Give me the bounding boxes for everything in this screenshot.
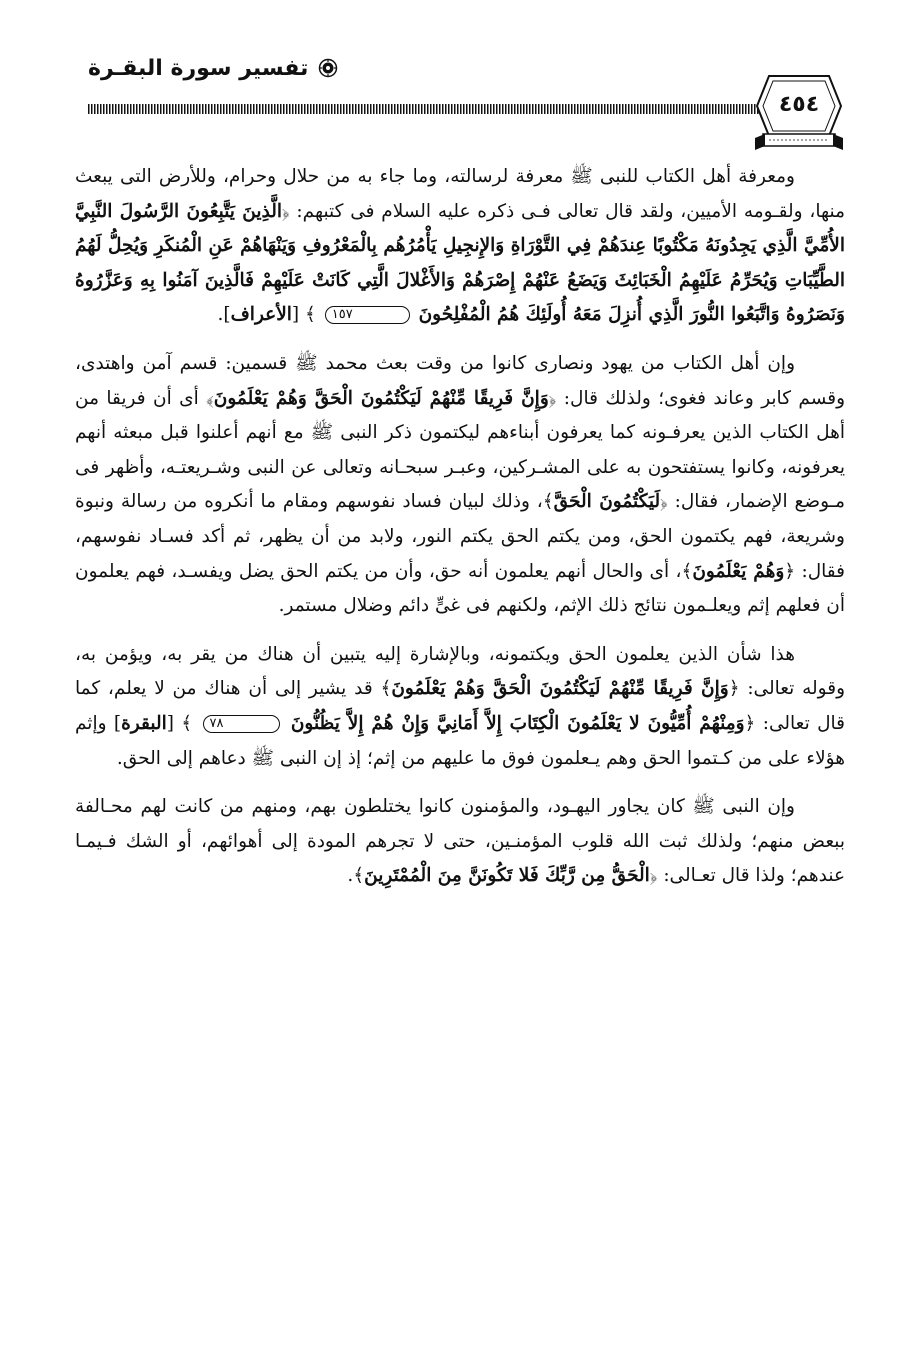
paragraph-4 — [75, 790, 845, 894]
text-run: وإن النبى ﷺ كان يجاور اليهـود، والمؤمنون كانوا يختلطون بهم، ومنهم من كانت لهم محـالفة ببعض منهم؛ ولذلك ثبت الله قلوب المؤمنـين، حتى لا تجرهم المودة إلى أهوائهم، أو الشك فـيمـا عندهم؛ ولذا قال تعـالى: ﴿ — [75, 796, 845, 887]
quran-verse: وَإِنَّ فَرِيقًا مِّنْهُمْ لَيَكْتُمُونَ الْحَقَّ وَهُمْ يَعْلَمُونَ — [213, 387, 549, 409]
text-run: وإن أهل الكتاب من يهود ونصارى كانوا من وقت بعث محمد ﷺ قسمين: قسم آمن واهتدى، وقسم كابر وعاند فغوى؛ ولذلك قال: ﴿ — [75, 352, 845, 409]
text-run: ]. — [217, 304, 231, 326]
quran-verse: وَمِنْهُمْ أُمِّيُّونَ لا يَعْلَمُونَ الْكِتَابَ إِلاَّ أَمَانِيَّ وَإِنْ هُمْ إِلاَّ يَظُنُّونَ — [290, 712, 745, 734]
quran-verse: وَهُمْ يَعْلَمُونَ — [692, 560, 785, 582]
quran-verse: الْحَقُّ مِن رَّبِّكَ فَلا تَكُونَنَّ مِنَ الْمُمْتَرِينَ — [364, 865, 650, 887]
quran-verse: لَيَكْتُمُونَ الْحَقَّ — [553, 491, 661, 513]
text-run: هذا شأن الذين يعلمون الحق ويكتمونه، وبالإشارة إليه يتبين أن هناك من يقر به، ويؤمن به، وقوله تعالى: ﴿ — [75, 643, 846, 700]
text-run: ومعرفة أهل الكتاب للنبى ﷺ معرفة لرسالته، وما جاء به من حلال وحرام، وللأرض التى يبعث منها، ولقـومه الأميين، ولقد قال تعالى فـى ذكره عليه السلام فى كتبهم: ﴿ — [75, 166, 845, 222]
text-run: ﴾. — [347, 865, 365, 887]
running-title — [88, 50, 338, 86]
page-number: ٤٥٤ — [778, 92, 820, 117]
commentary-body — [75, 160, 845, 894]
verse-number: ١٥٧ — [325, 306, 410, 324]
text-run: ﴾ قد يشير إلى أن هناك من لا يعلم، كما قال تعالى: ﴿ — [75, 678, 845, 734]
page-header — [88, 50, 843, 140]
surah-reference: البقرة — [121, 712, 167, 734]
quran-verse: الَّذِينَ يَتَّبِعُونَ الرَّسُولَ النَّبِيَّ الأُمِّيَّ الَّذِي يَجِدُونَهُ مَكْتُوبًا عِندَهُمْ فِي التَّوْرَاةِ وَالإِنجِيلِ يَأْمُرُهُم بِالْمَعْرُوفِ وَيَنْهَاهُمْ عَنِ الْمُنكَرِ وَيُحِلُّ لَهُمُ الطَّيِّبَاتِ وَيُحَرِّمُ عَلَيْهِمُ الْخَبَائِثَ وَيَضَعُ عَنْهُمْ إِصْرَهُمْ وَالأَغْلالَ الَّتِي كَانَتْ عَلَيْهِمْ فَالَّذِينَ آمَنُوا بِهِ وَعَزَّرُوهُ وَنَصَرُوهُ وَاتَّبَعُوا النُّورَ الَّذِي أُنزِلَ مَعَهُ أُولَئِكَ هُمُ الْمُفْلِحُونَ — [75, 200, 845, 326]
text-run: ﴾ أى أن فريقا من أهل الكتاب الذين يعرفـونه كما يعرفون أبناءهم ليكتمون ذكر النبى ﷺ مع أنهم أعلنوا قبل مبعثه أنهم يعرفونه، وكانوا يستفتحون به على المشـركين، وعبـر سبحـانه وتعالى عن النبى وشـريعتـه، وأظهر فى مـوضع الإضمار، فقال: ﴿ — [75, 387, 845, 513]
flower-ornament-icon — [318, 58, 338, 78]
surah-title: تفسير سورة البقـرة — [88, 55, 309, 81]
text-run: ] وإثم هؤلاء على من كـتموا الحق وهم يـعلمون فوق ما عليهم من إثم؛ إذ إن النبى ﷺ دعاهم إلى الحق. — [75, 712, 845, 769]
page-number-badge — [755, 72, 843, 152]
surah-reference: الأعراف — [230, 304, 292, 326]
verse-number: ٧٨ — [203, 715, 281, 733]
text-run: ﴾ [ — [166, 712, 193, 734]
text-run: ﴾ [ — [291, 304, 316, 326]
text-run: ﴾، أى والحال أنهم يعلمون أنه حق، وأن من يكتم الحق يضل ويفسـد، فهم يعلمون أن فعلهم إثم ويعلـمون نتائج ذلك الإثم، ولكنهم فى غىٍّ دائم وضلال مستمر. — [75, 560, 845, 617]
paragraph-2 — [75, 347, 845, 624]
quran-verse: وَإِنَّ فَرِيقًا مِّنْهُمْ لَيَكْتُمُونَ الْحَقَّ وَهُمْ يَعْلَمُونَ — [391, 678, 729, 700]
text-run: ﴾، وذلك لبيان فساد نفوسهم ومقام ما أنكروه من رسالة ونبوة وشريعة، فهم يكتمون الحق، ومن يكتم الحق يكتم النور، ولابد من أن يظهر، ثم أكد فسـاد نفوسهم، فقال: ﴿ — [75, 491, 846, 582]
paragraph-3 — [75, 638, 845, 776]
header-rule — [88, 104, 778, 114]
paragraph-1 — [75, 160, 845, 333]
